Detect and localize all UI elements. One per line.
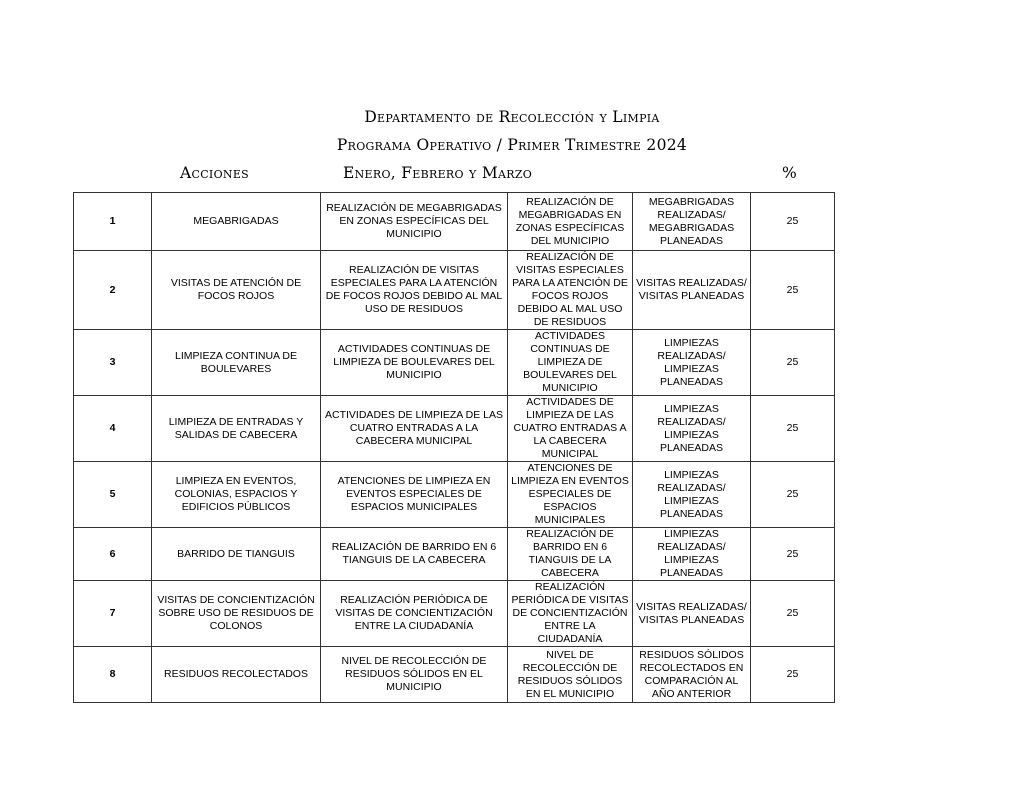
row-number: 3	[74, 330, 152, 396]
row-descripcion: REALIZACIÓN DE BARRIDO EN 6 TIANGUIS DE LA CABECERA	[321, 528, 508, 581]
row-meta: NIVEL DE RECOLECCIÓN DE RESIDUOS SÓLIDOS EN EL MUNICIPIO	[508, 647, 633, 703]
row-descripcion: REALIZACIÓN DE VISITAS ESPECIALES PARA LA ATENCIÓN DE FOCOS ROJOS DEBIDO AL MAL USO DE RESIDUOS	[321, 251, 508, 330]
row-porcentaje: 25	[751, 647, 835, 703]
row-meta: REALIZACIÓN PERIÓDICA DE VISITAS DE CONCIENTIZACIÓN ENTRE LA CIUDADANÍA	[508, 581, 633, 647]
row-porcentaje: 25	[751, 581, 835, 647]
row-number: 4	[74, 396, 152, 462]
column-header-acciones: Acciones	[180, 164, 249, 182]
table-row	[74, 396, 835, 462]
row-number: 7	[74, 581, 152, 647]
row-indicador: LIMPIEZAS REALIZADAS/ LIMPIEZAS PLANEADAS	[633, 462, 751, 528]
row-descripcion: ACTIVIDADES DE LIMPIEZA DE LAS CUATRO ENTRADAS A LA CABECERA MUNICIPAL	[321, 396, 508, 462]
row-meta: ACTIVIDADES DE LIMPIEZA DE LAS CUATRO ENTRADAS A LA CABECERA MUNICIPAL	[508, 396, 633, 462]
row-accion: VISITAS DE CONCIENTIZACIÓN SOBRE USO DE RESIDUOS DE COLONOS	[152, 581, 321, 647]
table-row	[74, 462, 835, 528]
row-descripcion: REALIZACIÓN PERIÓDICA DE VISITAS DE CONCIENTIZACIÓN ENTRE LA CIUDADANÍA	[321, 581, 508, 647]
row-number: 8	[74, 647, 152, 703]
row-indicador: RESIDUOS SÓLIDOS RECOLECTADOS EN COMPARACIÓN AL AÑO ANTERIOR	[633, 647, 751, 703]
row-indicador: LIMPIEZAS REALIZADAS/ LIMPIEZAS PLANEADAS	[633, 396, 751, 462]
row-meta: ATENCIONES DE LIMPIEZA EN EVENTOS ESPECIALES DE ESPACIOS MUNICIPALES	[508, 462, 633, 528]
document-title: Departamento de Recolección y Limpia	[364, 108, 660, 126]
row-accion: LIMPIEZA EN EVENTOS, COLONIAS, ESPACIOS Y EDIFICIOS PÚBLICOS	[152, 462, 321, 528]
row-number: 2	[74, 251, 152, 330]
row-porcentaje: 25	[751, 462, 835, 528]
row-descripcion: NIVEL DE RECOLECCIÓN DE RESIDUOS SÓLIDOS EN EL MUNICIPIO	[321, 647, 508, 703]
row-accion: LIMPIEZA DE ENTRADAS Y SALIDAS DE CABECERA	[152, 396, 321, 462]
table-row	[74, 251, 835, 330]
row-porcentaje: 25	[751, 193, 835, 251]
row-meta: REALIZACIÓN DE MEGABRIGADAS EN ZONAS ESPECÍFICAS DEL MUNICIPIO	[508, 193, 633, 251]
row-accion: MEGABRIGADAS	[152, 193, 321, 251]
row-indicador: LIMPIEZAS REALIZADAS/ LIMPIEZAS PLANEADAS	[633, 528, 751, 581]
program-table	[73, 192, 835, 703]
row-porcentaje: 25	[751, 528, 835, 581]
row-porcentaje: 25	[751, 396, 835, 462]
row-meta: REALIZACIÓN DE BARRIDO EN 6 TIANGUIS DE LA CABECERA	[508, 528, 633, 581]
row-indicador: VISITAS REALIZADAS/ VISITAS PLANEADAS	[633, 251, 751, 330]
row-meta: REALIZACIÓN DE VISITAS ESPECIALES PARA LA ATENCIÓN DE FOCOS ROJOS DEBIDO AL MAL USO DE RESIDUOS	[508, 251, 633, 330]
row-accion: LIMPIEZA CONTINUA DE BOULEVARES	[152, 330, 321, 396]
row-descripcion: ACTIVIDADES CONTINUAS DE LIMPIEZA DE BOULEVARES DEL MUNICIPIO	[321, 330, 508, 396]
row-number: 6	[74, 528, 152, 581]
row-accion: RESIDUOS RECOLECTADOS	[152, 647, 321, 703]
row-indicador: MEGABRIGADAS REALIZADAS/ MEGABRIGADAS PLANEADAS	[633, 193, 751, 251]
row-porcentaje: 25	[751, 251, 835, 330]
row-descripcion: ATENCIONES DE LIMPIEZA EN EVENTOS ESPECIALES DE ESPACIOS MUNICIPALES	[321, 462, 508, 528]
column-header-meses: Enero, Febrero y Marzo	[343, 164, 533, 182]
table-row	[74, 528, 835, 581]
row-meta: ACTIVIDADES CONTINUAS DE LIMPIEZA DE BOULEVARES DEL MUNICIPIO	[508, 330, 633, 396]
table-row	[74, 647, 835, 703]
table-row	[74, 193, 835, 251]
row-number: 5	[74, 462, 152, 528]
row-indicador: LIMPIEZAS REALIZADAS/ LIMPIEZAS PLANEADAS	[633, 330, 751, 396]
column-header-percent: %	[782, 164, 798, 182]
document-subtitle: Programa Operativo / Primer Trimestre 2024	[336, 136, 688, 154]
row-descripcion: REALIZACIÓN DE MEGABRIGADAS EN ZONAS ESPECÍFICAS DEL MUNICIPIO	[321, 193, 508, 251]
row-accion: BARRIDO DE TIANGUIS	[152, 528, 321, 581]
row-accion: VISITAS DE ATENCIÓN DE FOCOS ROJOS	[152, 251, 321, 330]
row-porcentaje: 25	[751, 330, 835, 396]
row-number: 1	[74, 193, 152, 251]
table-row	[74, 330, 835, 396]
table-row	[74, 581, 835, 647]
row-indicador: VISITAS REALIZADAS/ VISITAS PLANEADAS	[633, 581, 751, 647]
